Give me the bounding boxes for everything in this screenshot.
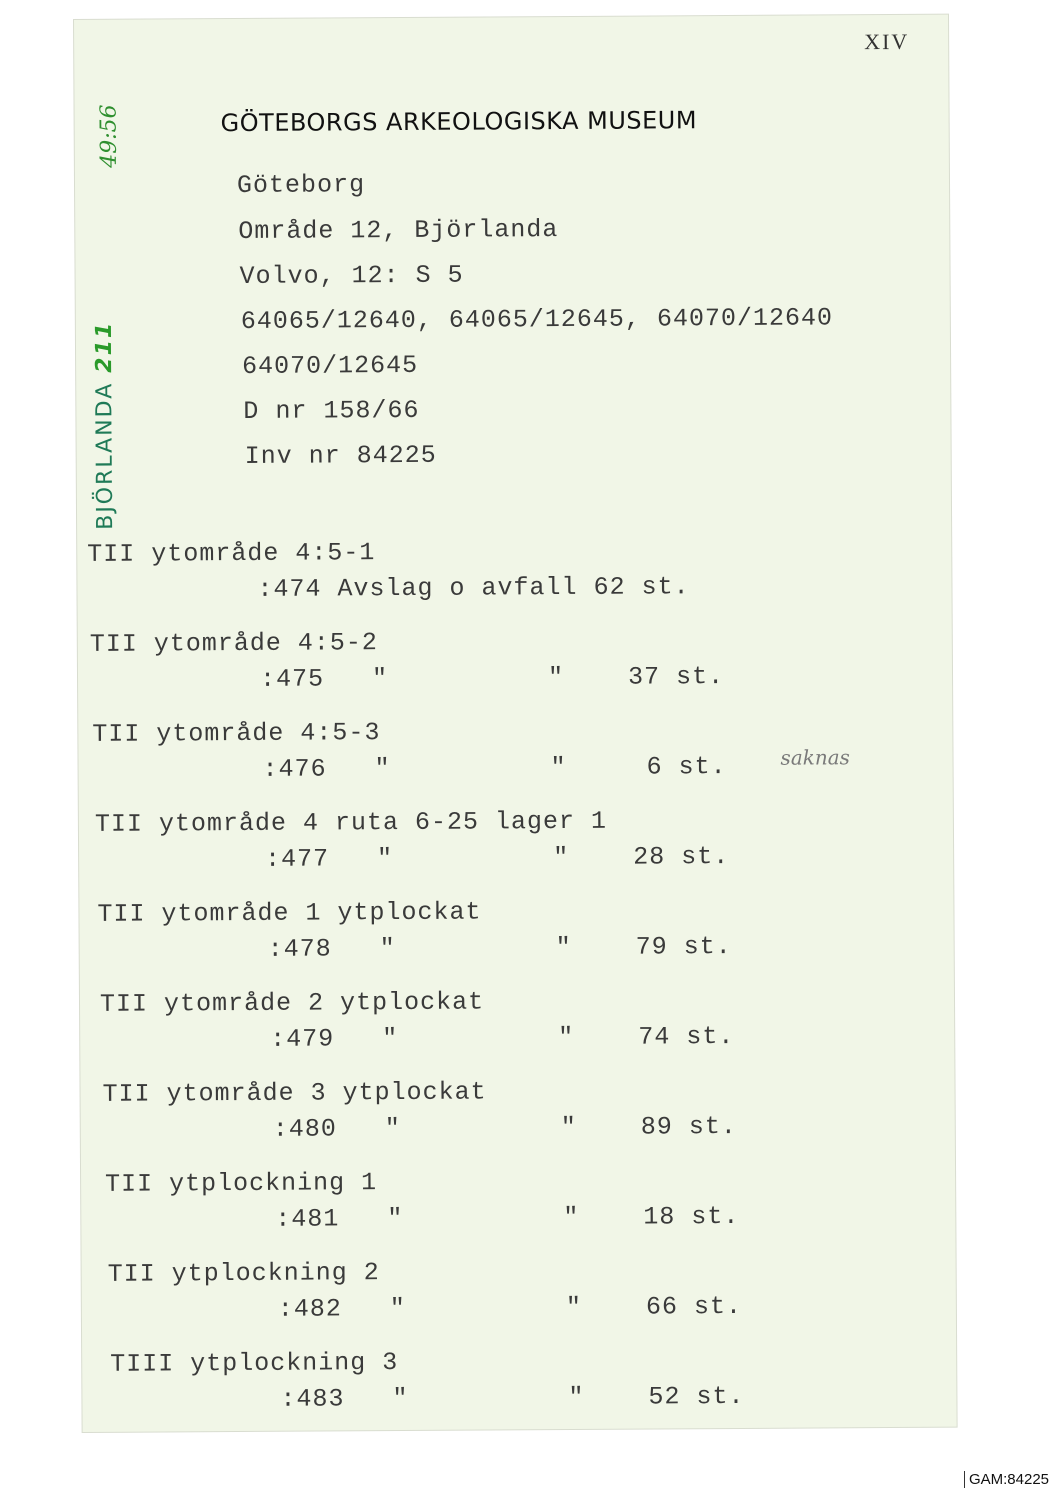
entry-heading: TIII ytplockning 3 (110, 1348, 399, 1379)
entry-detail: :475 " " 37 st. (259, 662, 725, 694)
header-line-invnr: Inv nr 84225 (244, 440, 437, 471)
stamp-number: 211 (91, 320, 118, 373)
entry-heading: TII ytområde 4:5-1 (87, 538, 376, 569)
entry-detail: :483 " " 52 st. (280, 1381, 745, 1414)
header-line-area: Område 12, Björlanda (238, 215, 559, 247)
header-line-coords-1: 64065/12640, 64065/12645, 64070/12640 (240, 303, 834, 336)
header-line-coords-2: 64070/12645 (242, 350, 419, 381)
entry-detail: :476 " " 6 st. (262, 752, 727, 784)
header-line-site: Volvo, 12: S 5 (239, 260, 464, 291)
catalog-card (74, 15, 957, 1432)
entry-detail: :480 " " 89 st. (272, 1111, 737, 1144)
entry-detail: :482 " " 66 st. (277, 1291, 743, 1324)
stamp-text: BJÖRLANDA (92, 381, 119, 530)
pencil-note: saknas (780, 745, 850, 770)
entry-detail: :474 Avslag o avfall 62 st. (257, 572, 690, 604)
entry-heading: TII ytområde 4 ruta 6-25 lager 1 (94, 806, 608, 839)
entry-heading: TII ytområde 2 ytplockat (99, 987, 485, 1019)
header-line-dnr: D nr 158/66 (243, 395, 420, 426)
entry-heading: TII ytområde 4:5-2 (89, 628, 378, 659)
entry-heading: TII ytplockning 2 (107, 1258, 380, 1289)
entry-detail: :477 " " 28 st. (265, 842, 730, 874)
entry-heading: TII ytområde 4:5-3 (92, 718, 381, 749)
entry-detail: :479 " " 74 st. (270, 1021, 735, 1054)
card-number: XIV (864, 28, 910, 55)
entry-heading: TII ytområde 1 ytplockat (97, 897, 482, 929)
entry-heading: TII ytområde 3 ytplockat (102, 1077, 487, 1109)
handwritten-margin-note: 49:56 (96, 104, 122, 168)
entry-detail: :478 " " 79 st. (267, 931, 732, 964)
entry-heading: TII ytplockning 1 (105, 1168, 378, 1199)
header-line-city: Göteborg (236, 170, 366, 201)
image-id-label: GAM:84225 (964, 1471, 1049, 1488)
location-stamp (92, 321, 118, 530)
museum-name: GÖTEBORGS ARKEOLOGISKA MUSEUM (220, 106, 698, 138)
entry-detail: :481 " " 18 st. (275, 1201, 740, 1234)
